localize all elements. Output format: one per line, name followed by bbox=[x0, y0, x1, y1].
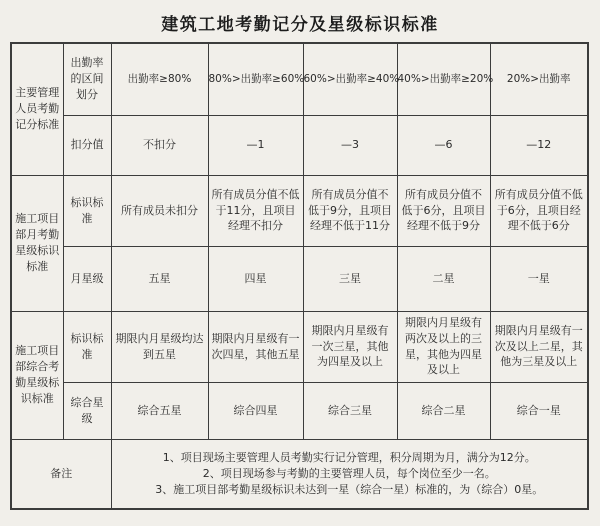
attendance-standards-table bbox=[10, 42, 589, 510]
data-cell: 期限内月星级有一次四星，其他五星 bbox=[208, 311, 303, 382]
table-row bbox=[11, 311, 588, 382]
note-line-3: 3、施工项目部考勤星级标识未达到一星（综合一星）标准的，为（综合）0星。 bbox=[155, 482, 544, 496]
data-cell: 出勤率≥80% bbox=[111, 43, 208, 115]
data-cell: 40%>出勤率≥20% bbox=[397, 43, 490, 115]
table-row bbox=[11, 175, 588, 246]
table-row bbox=[11, 43, 588, 115]
note-line-2: 2、项目现场参与考勤的主要管理人员，每个岗位至少一名。 bbox=[202, 466, 496, 480]
data-cell: 所有成员分值不低于6分，且项目经理不低于9分 bbox=[397, 175, 490, 246]
data-cell: 二星 bbox=[397, 246, 490, 311]
data-cell: 综合二星 bbox=[397, 382, 490, 439]
data-cell: 综合三星 bbox=[303, 382, 397, 439]
table-row bbox=[11, 246, 588, 311]
data-cell: —3 bbox=[303, 115, 397, 175]
data-cell: 综合一星 bbox=[490, 382, 588, 439]
table-row bbox=[11, 115, 588, 175]
row-label-marking-standard: 标识标准 bbox=[63, 175, 111, 246]
data-cell: 四星 bbox=[208, 246, 303, 311]
page-title: 建筑工地考勤记分及星级标识标准 bbox=[161, 15, 439, 35]
row-label-marking-standard-2: 标识标准 bbox=[63, 311, 111, 382]
data-cell: 所有成员分值不低于6分，且项目经理不低于6分 bbox=[490, 175, 588, 246]
data-cell: 五星 bbox=[111, 246, 208, 311]
data-cell: 不扣分 bbox=[111, 115, 208, 175]
data-cell: 一星 bbox=[490, 246, 588, 311]
data-cell: 期限内月星级有一次及以上二星，其他为三星及以上 bbox=[490, 311, 588, 382]
note-line-1: 1、项目现场主要管理人员考勤实行记分管理，积分周期为月，满分为12分。 bbox=[162, 450, 536, 464]
data-cell: —6 bbox=[397, 115, 490, 175]
data-cell: 期限内月星级有两次及以上的三星，其他为四星及以上 bbox=[397, 311, 490, 382]
data-cell: 60%>出勤率≥40% bbox=[303, 43, 397, 115]
row-label-monthly-star: 月星级 bbox=[63, 246, 111, 311]
data-cell: 80%>出勤率≥60% bbox=[208, 43, 303, 115]
group-header-comprehensive-star-standard: 施工项目部综合考勤星级标识标准 bbox=[11, 311, 63, 439]
table-row bbox=[11, 382, 588, 439]
row-label-comprehensive-star: 综合星级 bbox=[63, 382, 111, 439]
data-cell: 期限内月星级有一次三星，其他为四星及以上 bbox=[303, 311, 397, 382]
data-cell: —1 bbox=[208, 115, 303, 175]
row-label-attendance-range: 出勤率的区间划分 bbox=[63, 43, 111, 115]
data-cell: 20%>出勤率 bbox=[490, 43, 588, 115]
row-label-deduction-value: 扣分值 bbox=[63, 115, 111, 175]
data-cell: 期限内月星级均达到五星 bbox=[111, 311, 208, 382]
data-cell: 综合四星 bbox=[208, 382, 303, 439]
data-cell: 所有成员未扣分 bbox=[111, 175, 208, 246]
data-cell: 三星 bbox=[303, 246, 397, 311]
data-cell: 综合五星 bbox=[111, 382, 208, 439]
group-header-scoring-standard: 主要管理人员考勤记分标准 bbox=[11, 43, 63, 175]
notes-content-cell bbox=[111, 439, 588, 509]
data-cell: —12 bbox=[490, 115, 588, 175]
notes-label-cell: 备注 bbox=[11, 439, 111, 509]
data-cell: 所有成员分值不低于11分，且项目经理不扣分 bbox=[208, 175, 303, 246]
table-row bbox=[11, 439, 588, 509]
group-header-monthly-star-standard: 施工项目部月考勤星级标识标准 bbox=[11, 175, 63, 311]
data-cell: 所有成员分值不低于9分，且项目经理不低于11分 bbox=[303, 175, 397, 246]
